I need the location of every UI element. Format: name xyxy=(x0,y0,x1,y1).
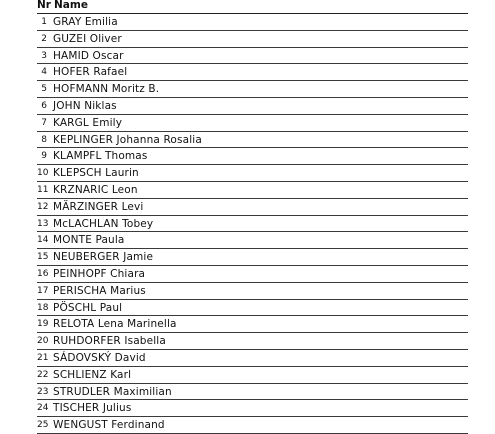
row-name: HOFMANN Moritz B. xyxy=(53,83,160,96)
row-number: 12 xyxy=(37,201,49,212)
row-name: PEINHOPF Chiara xyxy=(53,267,146,280)
row-number: 2 xyxy=(41,33,47,44)
row-number: 18 xyxy=(37,302,49,313)
row-number: 21 xyxy=(37,352,49,363)
row-number: 25 xyxy=(37,420,49,431)
row-name: KLEPSCH Laurin xyxy=(53,167,139,180)
table-row xyxy=(37,14,468,31)
row-name: MONTE Paula xyxy=(53,234,125,247)
row-number: 14 xyxy=(37,235,49,246)
row-name: PERISCHA Marius xyxy=(53,284,146,297)
row-name: NEUBERGER Jamie xyxy=(53,251,154,264)
table-row xyxy=(37,132,468,149)
table-row xyxy=(37,199,468,216)
table-row xyxy=(37,333,468,350)
row-number: 1 xyxy=(41,17,47,27)
row-name: SCHLIENZ Karl xyxy=(53,368,132,381)
row-number: 16 xyxy=(37,268,49,279)
table-row xyxy=(37,148,468,165)
table-row xyxy=(37,300,468,317)
table-row xyxy=(37,249,468,266)
row-name: RUHDORFER Isabella xyxy=(53,335,166,348)
row-name: MÄRZINGER Levi xyxy=(53,200,144,213)
table-row xyxy=(37,64,468,81)
row-number: 15 xyxy=(37,252,49,263)
row-number: 8 xyxy=(41,134,47,145)
table-row xyxy=(37,384,468,401)
row-name: KLAMPFL Thomas xyxy=(53,150,148,163)
row-name: KRZNARIC Leon xyxy=(53,183,138,196)
header-nr: Nr xyxy=(37,0,51,11)
table-row xyxy=(37,98,468,115)
name-list xyxy=(37,14,468,434)
row-number: 3 xyxy=(41,50,47,61)
row-number: 10 xyxy=(37,168,49,179)
row-number: 9 xyxy=(41,151,47,162)
row-number: 11 xyxy=(37,184,49,195)
row-number: 23 xyxy=(37,386,49,397)
table-row xyxy=(37,216,468,233)
table-row xyxy=(37,115,468,132)
table-row xyxy=(37,165,468,182)
row-number: 22 xyxy=(37,369,49,380)
header-name: Name xyxy=(54,0,88,11)
table-row xyxy=(37,182,468,199)
row-name: PÖSCHL Paul xyxy=(53,301,123,314)
row-number: 7 xyxy=(41,117,47,128)
row-number: 6 xyxy=(41,100,47,111)
table-row xyxy=(37,316,468,333)
row-name: GRAY Emilia xyxy=(53,16,118,28)
row-name: KEPLINGER Johanna Rosalia xyxy=(53,133,202,146)
row-number: 13 xyxy=(37,218,49,229)
row-number: 17 xyxy=(37,285,49,296)
table-row xyxy=(37,417,468,434)
row-name: McLACHLAN Tobey xyxy=(53,217,154,230)
row-name: TISCHER Julius xyxy=(53,402,132,415)
row-number: 24 xyxy=(37,403,49,414)
row-name: WENGUST Ferdinand xyxy=(53,419,165,432)
row-name: SÁDOVSKÝ David xyxy=(53,351,146,364)
table-row xyxy=(37,400,468,417)
table-header xyxy=(37,0,468,14)
row-number: 5 xyxy=(41,84,47,95)
row-name: GUZEI Oliver xyxy=(53,32,122,45)
row-name: RELOTA Lena Marinella xyxy=(53,318,177,331)
row-number: 20 xyxy=(37,336,49,347)
table-row xyxy=(37,367,468,384)
row-number: 4 xyxy=(41,67,47,78)
table-row xyxy=(37,350,468,367)
row-name: KARGL Emily xyxy=(53,116,123,129)
row-name: HOFER Rafael xyxy=(53,66,128,79)
table-row xyxy=(37,232,468,249)
table-row xyxy=(37,81,468,98)
row-name: JOHN Niklas xyxy=(53,99,117,112)
row-name: STRUDLER Maximilian xyxy=(53,385,172,398)
table-row xyxy=(37,283,468,300)
table-row xyxy=(37,48,468,65)
row-name: HAMID Oscar xyxy=(53,49,124,62)
row-number: 19 xyxy=(37,319,49,330)
table-row xyxy=(37,266,468,283)
table-row xyxy=(37,31,468,48)
